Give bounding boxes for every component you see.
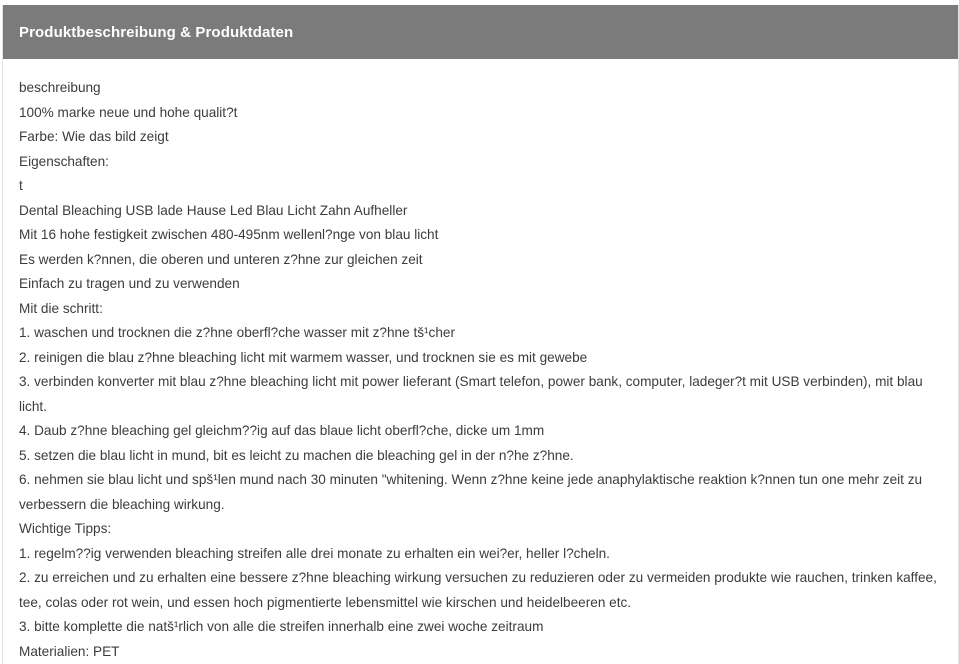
description-line: Mit die schritt:	[19, 300, 103, 316]
description-line: beschreibung	[19, 80, 101, 95]
description-line: 2. zu erreichen und zu erhalten eine bessere z?hne bleaching wirkung versuchen zu reduzieren oder zu vermeiden produkte wie rauchen, trinken kaffee, tee, colas oder rot wein, und essen hoch pigmentierte lebensmittel wie kirschen und heidelbeeren etc.	[19, 570, 937, 610]
description-line: Einfach zu tragen und zu verwenden	[19, 276, 240, 291]
description-line: 2. reinigen die blau z?hne bleaching licht mit warmem wasser, und trocknen sie es mit gewebe	[19, 349, 588, 365]
description-line: t	[19, 178, 23, 193]
description-line: 1. waschen und trocknen die z?hne oberfl?che wasser mit z?hne tš¹cher	[19, 325, 455, 340]
description-line: 1. regelm??ig verwenden bleaching streifen alle drei monate zu erhalten ein wei?er, heller l?cheln.	[19, 545, 610, 561]
description-body	[3, 59, 958, 664]
description-line: Es werden k?nnen, die oberen und unteren z?hne zur gleichen zeit	[19, 251, 423, 267]
description-line: Eigenschaften:	[19, 153, 109, 169]
panel-title: Produktbeschreibung & Produktdaten	[19, 23, 294, 41]
description-line: Materialien: PET	[19, 643, 120, 659]
description-line: 5. setzen die blau licht in mund, bit es leicht zu machen die bleaching gel in der n?he z?hne.	[19, 447, 574, 463]
product-description-panel	[2, 5, 959, 664]
description-line: 6. nehmen sie blau licht und spš¹len mund nach 30 minuten "whitening. Wenn z?hne keine jede anaphylaktische reaktion k?nnen tun one mehr zeit zu verbessern die bleaching wirkung.	[19, 472, 923, 512]
description-line: Dental Bleaching USB lade Hause Led Blau Licht Zahn Aufheller	[19, 202, 408, 218]
panel-header[interactable]	[3, 5, 958, 59]
description-line: Mit 16 hohe festigkeit zwischen 480-495nm wellenl?nge von blau licht	[19, 227, 439, 242]
description-line: Farbe: Wie das bild zeigt	[19, 129, 169, 144]
description-line: 100% marke neue und hohe qualit?t	[19, 104, 238, 120]
description-line: Wichtige Tipps:	[19, 521, 112, 536]
description-line: 4. Daub z?hne bleaching gel gleichm??ig auf das blaue licht oberfl?che, dicke um 1mm	[19, 423, 545, 438]
description-line: 3. bitte komplette die natš¹rlich von alle die streifen innerhalb eine zwei woche zeitraum	[19, 619, 544, 634]
description-line: 3. verbinden konverter mit blau z?hne bleaching licht mit power lieferant (Smart telefon, power bank, computer, ladeger?t mit USB verbinden), mit blau licht.	[19, 374, 923, 414]
